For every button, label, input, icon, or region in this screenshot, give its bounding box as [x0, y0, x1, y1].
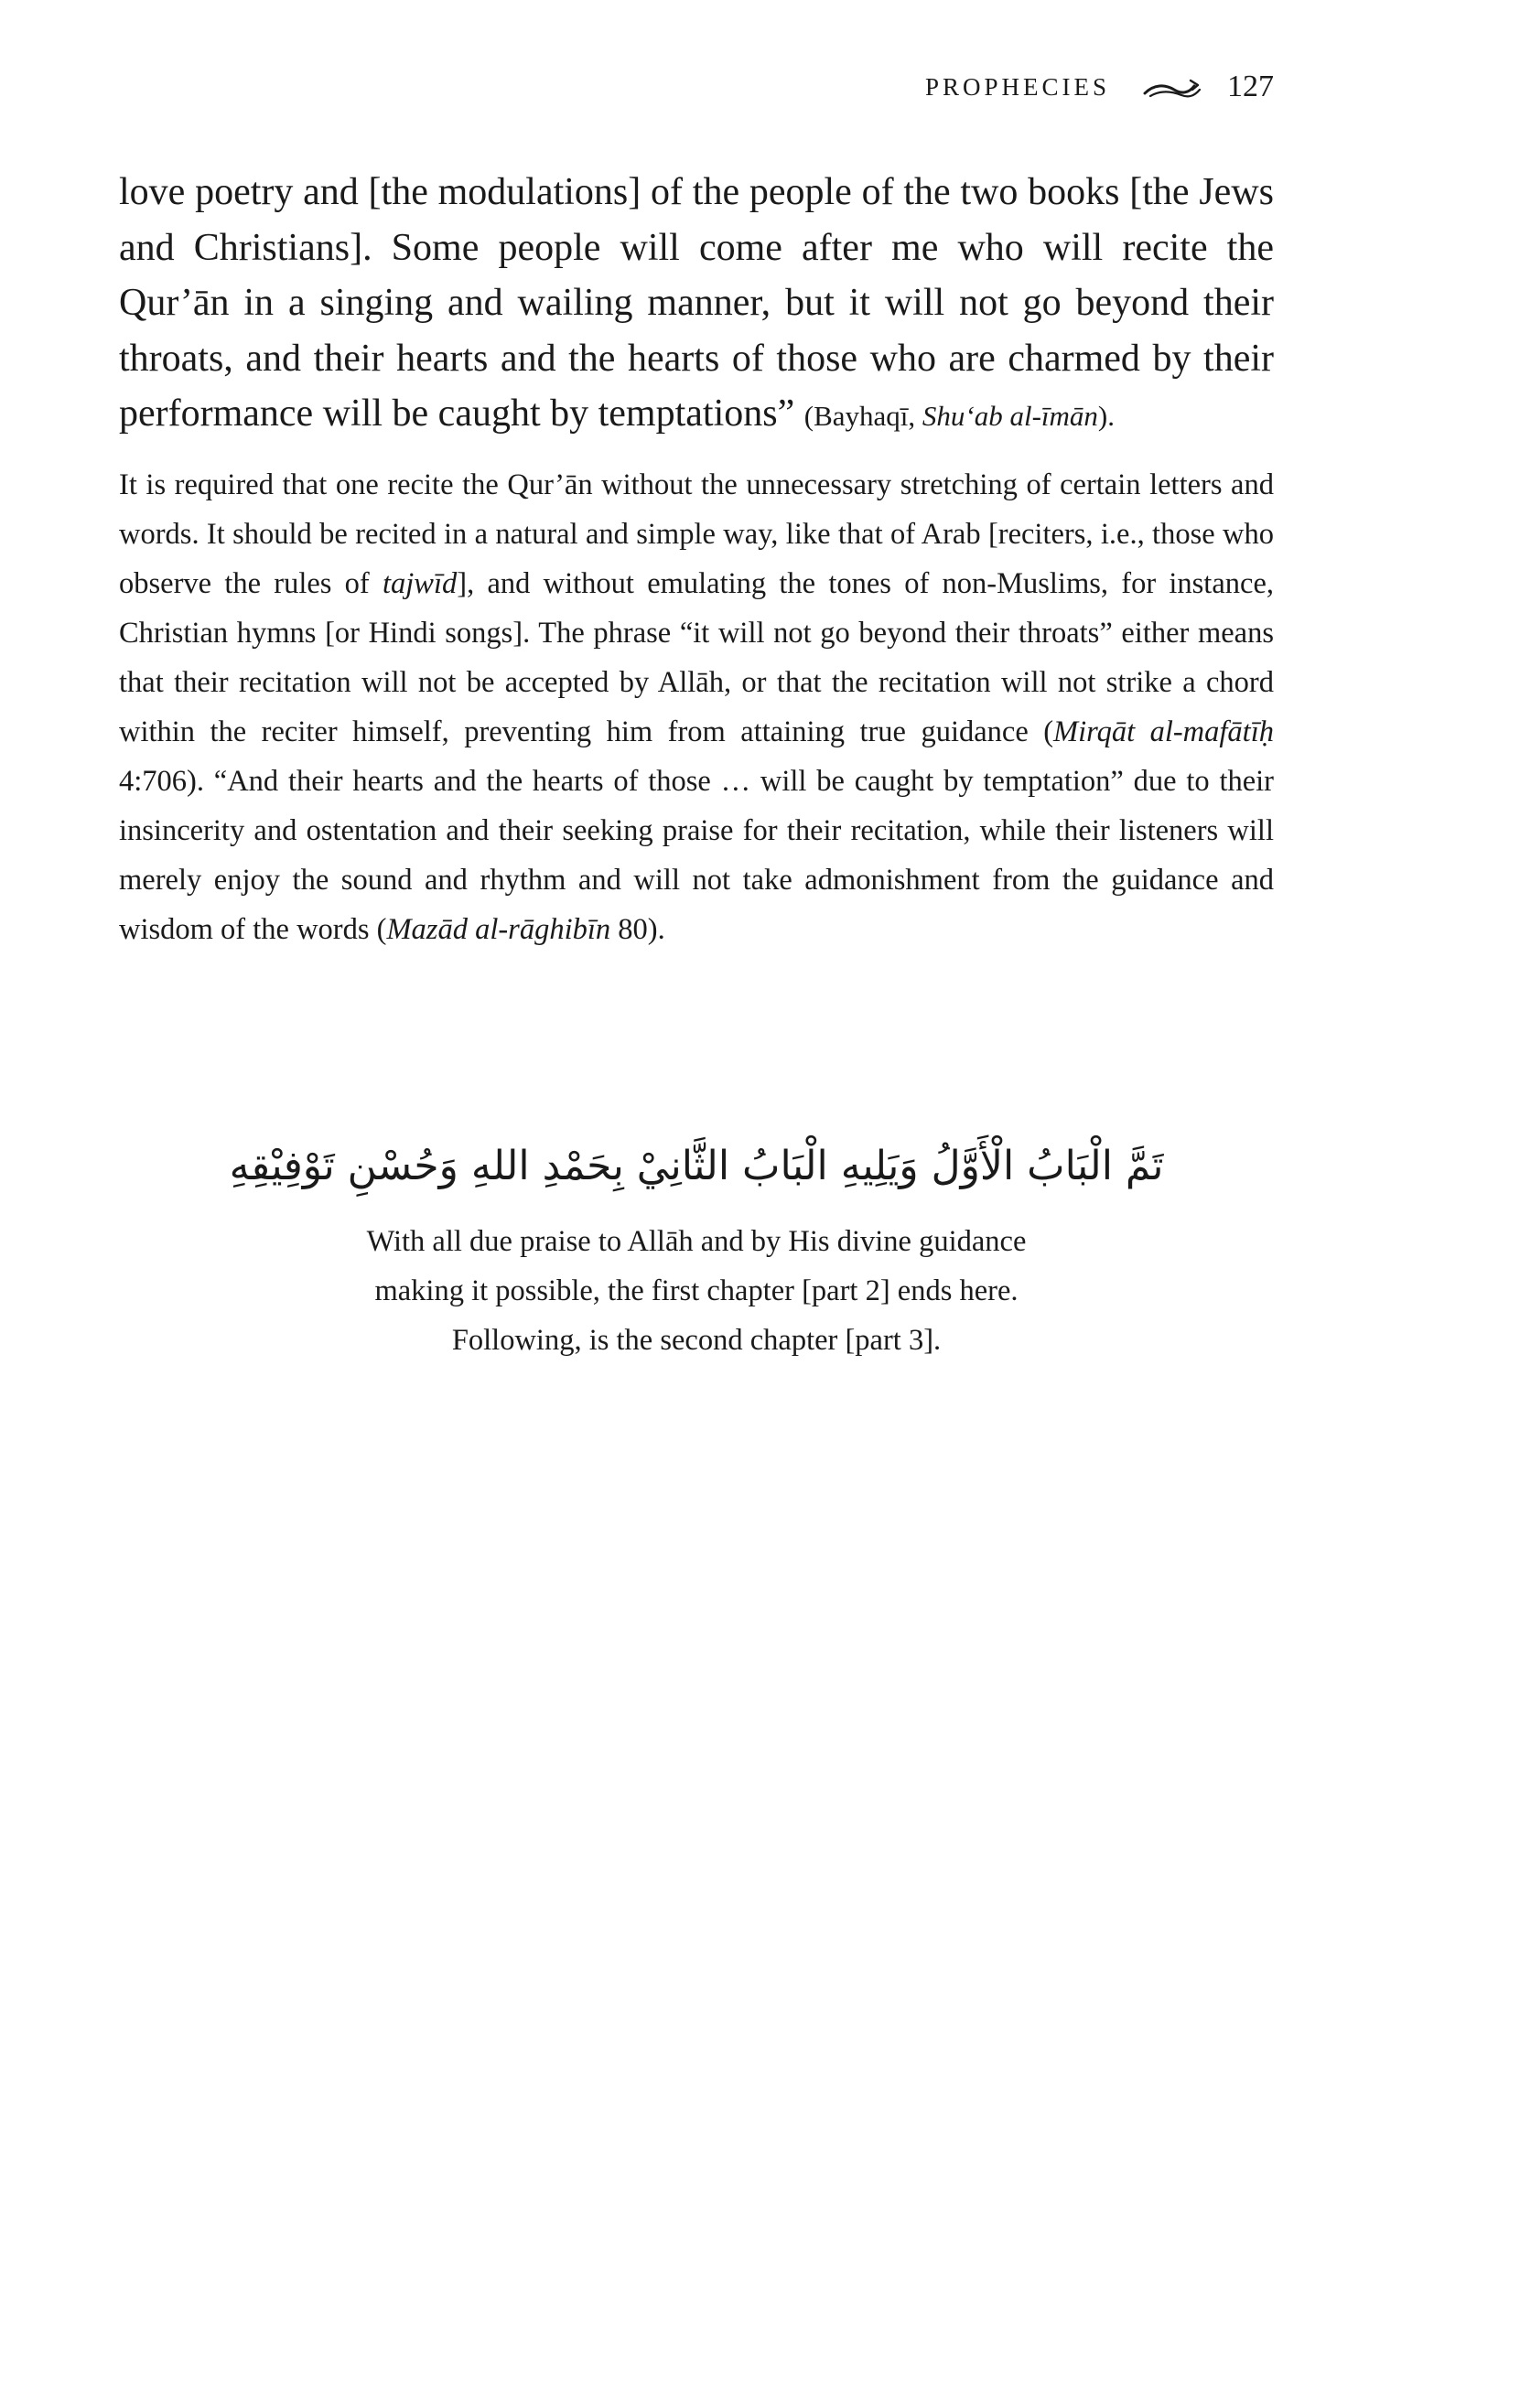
translation-line: making it possible, the first chapter [part 2] ends here. [374, 1274, 1019, 1307]
arabic-closing-formula: تَمَّ الْبَابُ الْأَوَّلُ وَيَلِيهِ الْبَابُ الثَّانِيْ بِحَمْدِ اللهِ وَحُسْنِ تَوْفِيْقِهِ [229, 1143, 1164, 1189]
reference-title-mazad: Mazād al-rāghibīn [386, 913, 611, 946]
section-title: PROPHECIES [924, 72, 1110, 101]
running-head [119, 64, 1274, 110]
citation-source-title: Shu‘ab al-īmān [922, 400, 1098, 432]
page-number: 127 [1227, 70, 1274, 103]
translation-line: With all due praise to Allāh and by His divine guidance [366, 1225, 1027, 1258]
hadith-citation: (Bayhaqī, Shu‘ab al-īmān). [803, 400, 1115, 432]
closing-translation [119, 1217, 1274, 1365]
decorative-flourish-icon [1143, 73, 1202, 101]
reference-title-mirqat: Mirqāt al-mafātīḥ [1053, 715, 1274, 748]
translation-line: Following, is the second chapter [part 3]. [451, 1324, 942, 1357]
hadith-quote-paragraph [119, 165, 1274, 445]
term-tajwid: tajwīd [383, 567, 458, 600]
commentary-paragraph: It is required that one recite the Qur’ān without the unnecessary stretching of certain letters and words. It should be recited in a natural and simple way, like that of Arab [reciters, i.e., those who observe the rules of tajwīd], and without emulating the tones of non-Muslims, for instance, Christian hymns [or Hindi songs]. The phrase “it will not go beyond their throats” either means that their recitation will not be accepted by Allāh, or that the recitation will not strike a chord within the reciter himself, preventing him from attaining true guidance (Mirqāt al-mafātīḥ 4:706). “And their hearts and the hearts of those … will be caught by temptation” due to their insincerity and ostentation and their seeking praise for their recitation, while their listeners will merely enjoy the sound and rhythm and will not take admonishment from the guidance and wisdom of the words (Mazād al-rāghibīn 80). [119, 468, 1274, 946]
hadith-quote-text: love poetry and [the modulations] of the people of the two books [the Jews and Christians]. Some people will come after me who will recite the Qur’ān in a singing and wailing manner, but it will not go beyond their throats, and their hearts and the hearts of those who are charmed by their performance will be caught by temptations” [119, 171, 1274, 435]
chapter-closing [119, 1125, 1274, 1365]
